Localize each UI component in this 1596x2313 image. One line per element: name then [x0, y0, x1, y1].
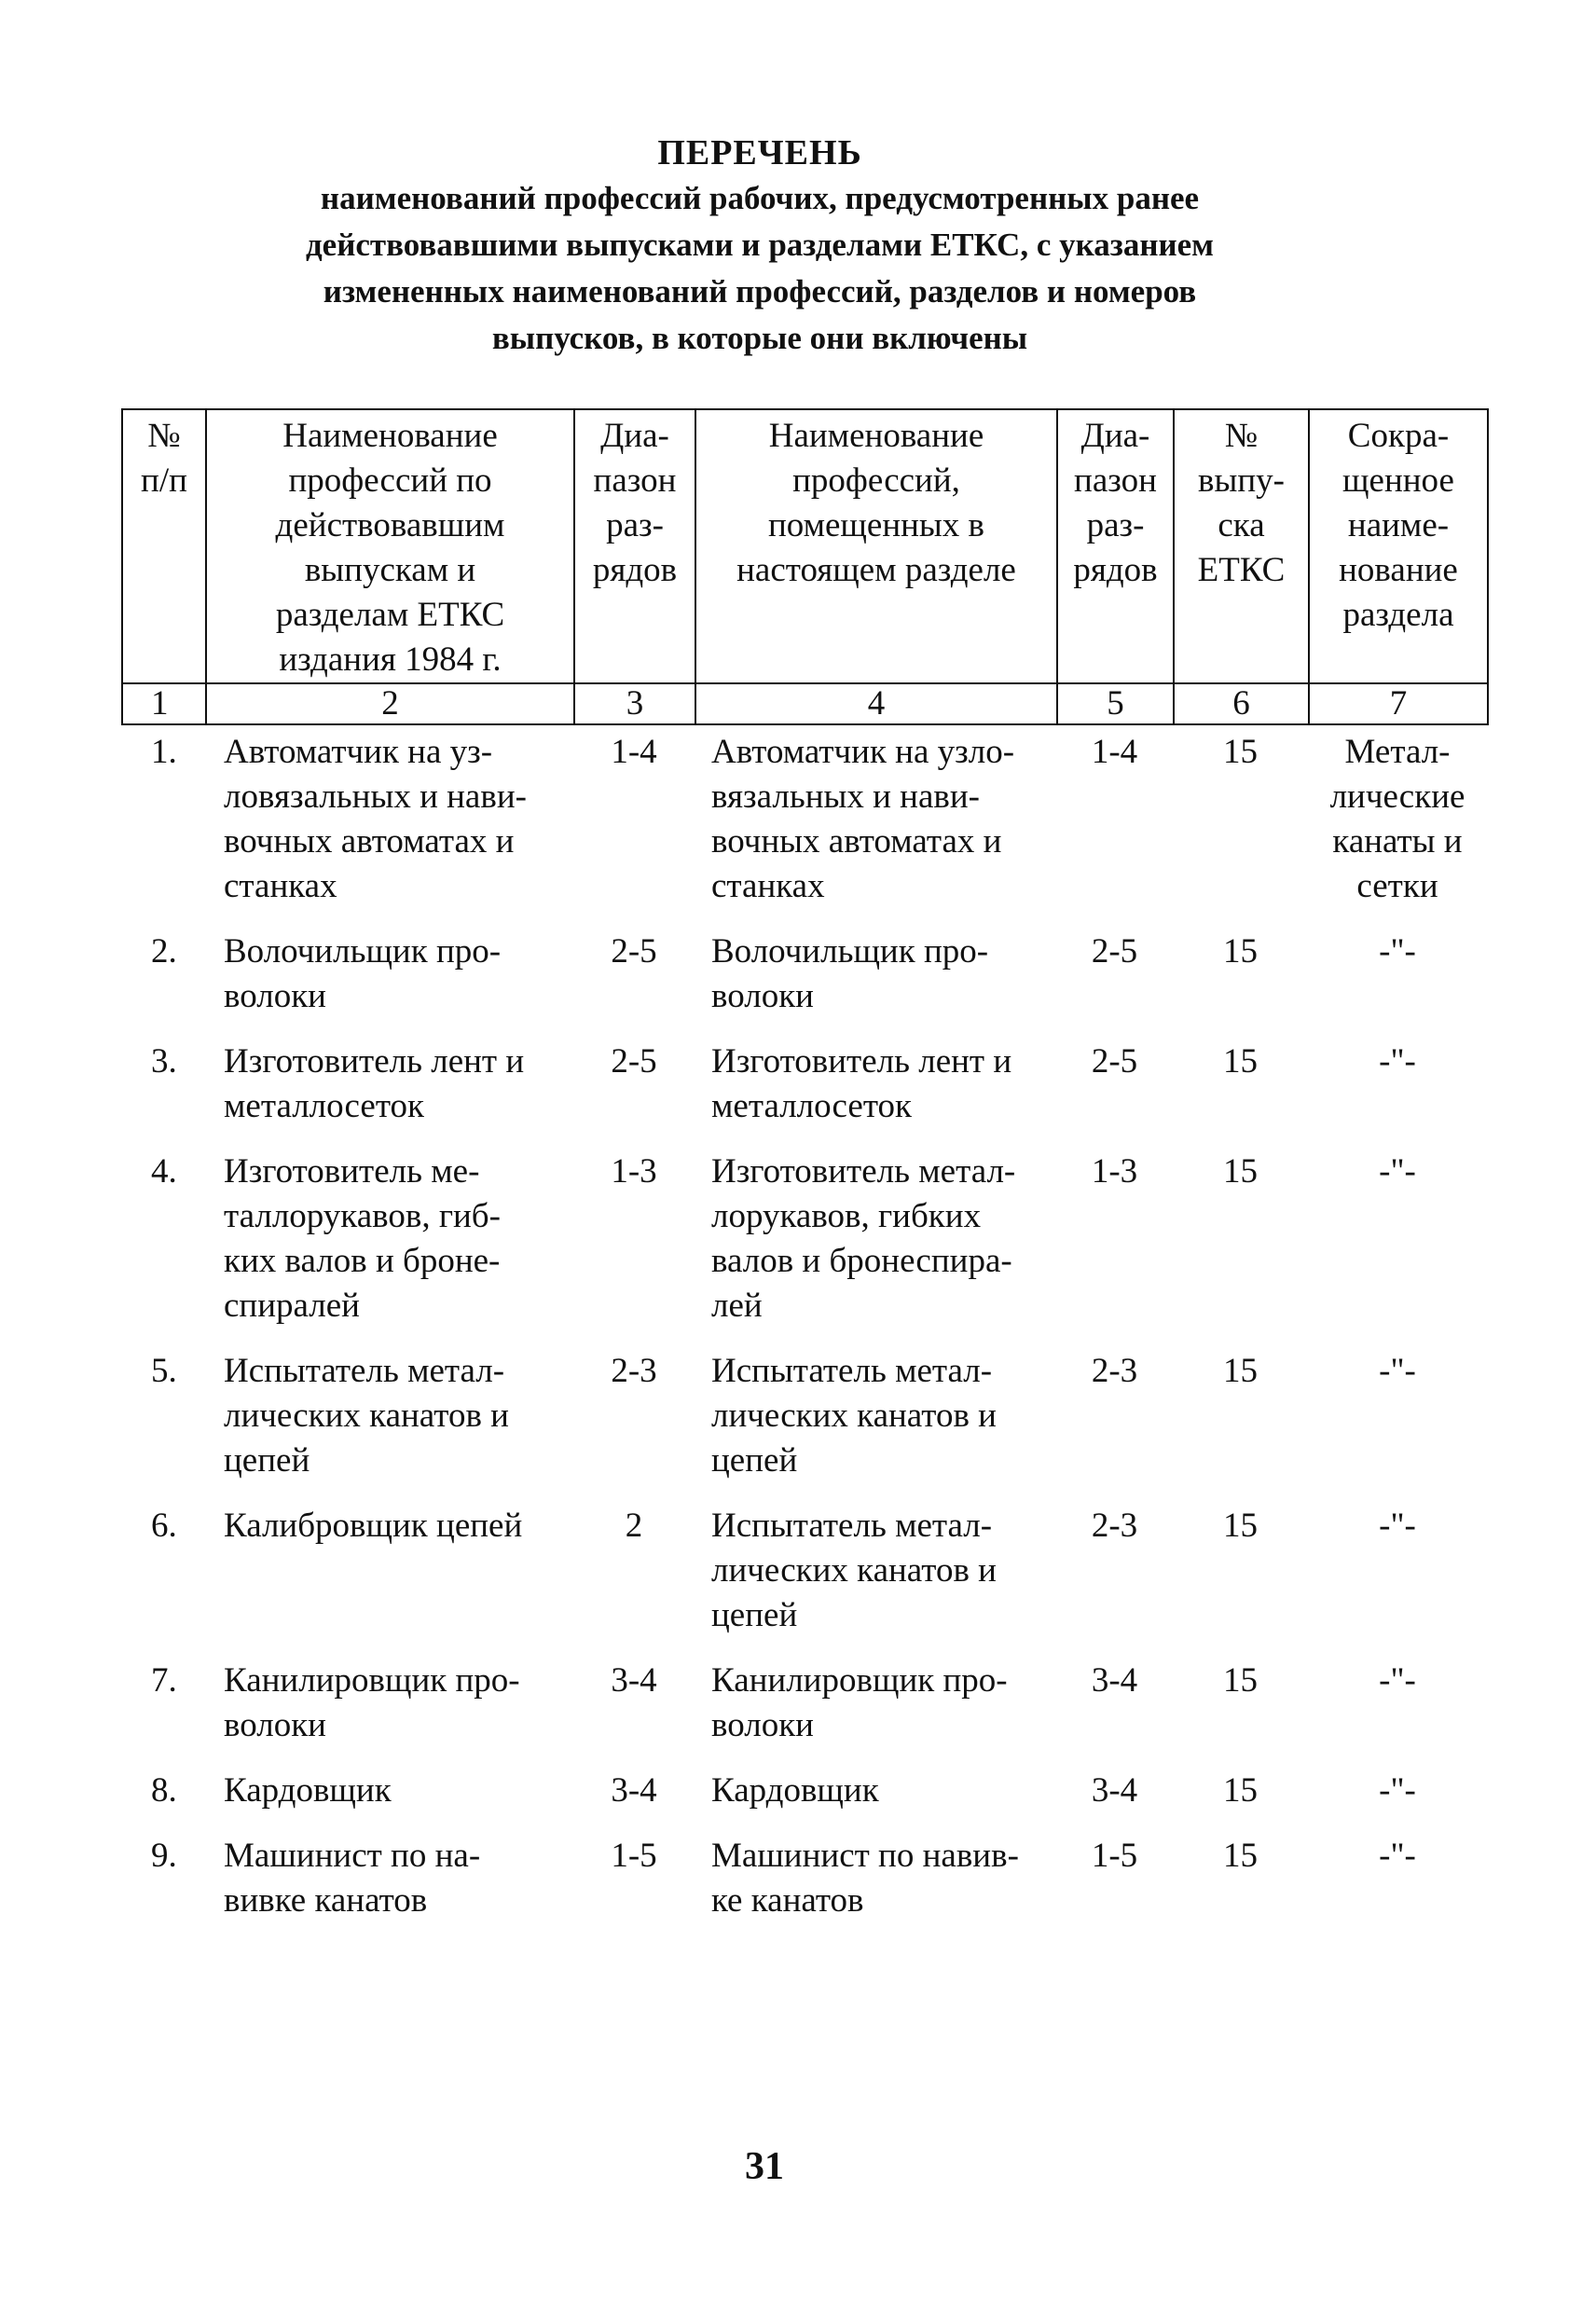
table-row — [121, 1659, 1487, 1769]
row-number: 5. — [151, 1352, 177, 1390]
new-profession-name: Автоматчик на узло- вязальных и нави- вочных автоматах и станках — [711, 733, 1015, 905]
section-short-name: -"- — [1379, 1042, 1416, 1081]
table-header — [121, 408, 1489, 725]
row-number: 9. — [151, 1837, 177, 1875]
etks-issue-number: 15 — [1223, 1352, 1258, 1390]
old-grade-range: 1-3 — [611, 1152, 657, 1191]
row-number: 6. — [151, 1507, 177, 1545]
etks-issue-number: 15 — [1223, 1152, 1258, 1191]
old-grade-range: 3-4 — [611, 1771, 657, 1810]
document-title: ПЕРЕЧЕНЬ — [657, 133, 862, 172]
column-number: 6 — [1174, 683, 1309, 724]
header-cell-new-range: Диа- пазон раз- рядов — [1057, 409, 1174, 683]
table-body — [121, 730, 1487, 1944]
table-row — [121, 1150, 1487, 1349]
old-profession-name: Изготовитель ме- таллорукавов, гиб- ких валов и броне- спиралей — [224, 1152, 501, 1325]
table-row — [121, 730, 1487, 929]
header-row — [122, 409, 1488, 683]
old-profession-name: Кардовщик — [224, 1771, 392, 1810]
row-number: 7. — [151, 1661, 177, 1700]
etks-issue-number: 15 — [1223, 1771, 1258, 1810]
document-subtitle-line-1: наименований профессий рабочих, предусмотренных ранее — [320, 180, 1200, 216]
table-row — [121, 1834, 1487, 1944]
new-grade-range: 1-3 — [1091, 1152, 1138, 1191]
new-profession-name: Испытатель метал- лических канатов и цепей — [711, 1507, 997, 1634]
new-profession-name: Изготовитель метал- лорукавов, гибких валов и бронеспира- лей — [711, 1152, 1016, 1325]
header-cell-issue: № выпу- ска ЕТКС — [1174, 409, 1309, 683]
new-profession-name: Волочильщик про- волоки — [711, 932, 989, 1015]
old-grade-range: 2-5 — [611, 1042, 657, 1081]
old-grade-range: 2-3 — [611, 1352, 657, 1390]
section-short-name: -"- — [1379, 1837, 1416, 1875]
new-grade-range: 3-4 — [1091, 1771, 1138, 1810]
row-number: 1. — [151, 733, 177, 771]
table-row — [121, 929, 1487, 1039]
document-subtitle-line-3: измененных наименований профессий, разделов и номеров — [323, 273, 1197, 310]
table-row — [121, 1349, 1487, 1504]
section-short-name: -"- — [1379, 1152, 1416, 1191]
old-profession-name: Машинист по на- вивке канатов — [224, 1837, 481, 1920]
section-short-name: -"- — [1379, 1352, 1416, 1390]
old-grade-range: 1-4 — [611, 733, 657, 771]
header-cell-new-name: Наименование профессий, помещенных в настоящем разделе — [695, 409, 1057, 683]
section-short-name: -"- — [1379, 1507, 1416, 1545]
new-profession-name: Кардовщик — [711, 1771, 879, 1810]
column-number: 3 — [574, 683, 695, 724]
old-grade-range: 2 — [625, 1507, 643, 1545]
header-cell-old-name: Наименование профессий по действовавшим выпускам и разделам ЕТКС издания 1984 г. — [206, 409, 574, 683]
new-grade-range: 2-3 — [1091, 1507, 1138, 1545]
old-profession-name: Автоматчик на уз- ловязальных и нави- вочных автоматах и станках — [224, 733, 527, 905]
section-short-name: -"- — [1379, 932, 1416, 971]
document-subtitle-line-2: действовавшими выпусками и разделами ЕТКС, с указанием — [305, 227, 1215, 263]
header-cell-number: № п/п — [122, 409, 206, 683]
old-profession-name: Испытатель метал- лических канатов и цепей — [224, 1352, 509, 1480]
page-number: 31 — [745, 2145, 784, 2188]
old-profession-name: Изготовитель лент и металлосеток — [224, 1042, 525, 1125]
etks-issue-number: 15 — [1223, 733, 1258, 771]
old-grade-range: 1-5 — [611, 1837, 657, 1875]
new-profession-name: Испытатель метал- лических канатов и цепей — [711, 1352, 997, 1480]
new-grade-range: 1-5 — [1091, 1837, 1138, 1875]
column-number: 7 — [1309, 683, 1488, 724]
old-profession-name: Калибровщик цепей — [224, 1507, 523, 1545]
etks-issue-number: 15 — [1223, 932, 1258, 971]
section-short-name: -"- — [1379, 1771, 1416, 1810]
section-short-name: -"- — [1379, 1661, 1416, 1700]
row-number: 3. — [151, 1042, 177, 1081]
column-number: 5 — [1057, 683, 1174, 724]
new-profession-name: Канилировщик про- волоки — [711, 1661, 1008, 1744]
row-number: 2. — [151, 932, 177, 971]
row-number: 8. — [151, 1771, 177, 1810]
header-cell-section: Сокра- щенное наиме- нование раздела — [1309, 409, 1488, 683]
row-number: 4. — [151, 1152, 177, 1191]
new-grade-range: 2-3 — [1091, 1352, 1138, 1390]
new-grade-range: 2-5 — [1091, 1042, 1138, 1081]
header-cell-old-range: Диа- пазон раз- рядов — [574, 409, 695, 683]
column-number: 1 — [122, 683, 206, 724]
old-profession-name: Канилировщик про- волоки — [224, 1661, 520, 1744]
etks-issue-number: 15 — [1223, 1837, 1258, 1875]
table-row — [121, 1769, 1487, 1834]
column-number-row — [122, 683, 1488, 724]
title-block — [121, 131, 1398, 362]
table-row — [121, 1504, 1487, 1659]
column-number: 4 — [695, 683, 1057, 724]
new-grade-range: 3-4 — [1091, 1661, 1138, 1700]
etks-issue-number: 15 — [1223, 1661, 1258, 1700]
document-subtitle-line-4: выпусков, в которые они включены — [491, 320, 1028, 356]
section-short-name: Метал- лические канаты и сетки — [1329, 733, 1465, 905]
old-grade-range: 2-5 — [611, 932, 657, 971]
table-row — [121, 1039, 1487, 1150]
old-profession-name: Волочильщик про- волоки — [224, 932, 502, 1015]
old-grade-range: 3-4 — [611, 1661, 657, 1700]
new-profession-name: Изготовитель лент и металлосеток — [711, 1042, 1012, 1125]
etks-issue-number: 15 — [1223, 1042, 1258, 1081]
column-number: 2 — [206, 683, 574, 724]
new-grade-range: 2-5 — [1091, 932, 1138, 971]
new-profession-name: Машинист по навив- ке канатов — [711, 1837, 1019, 1920]
new-grade-range: 1-4 — [1091, 733, 1138, 771]
etks-issue-number: 15 — [1223, 1507, 1258, 1545]
